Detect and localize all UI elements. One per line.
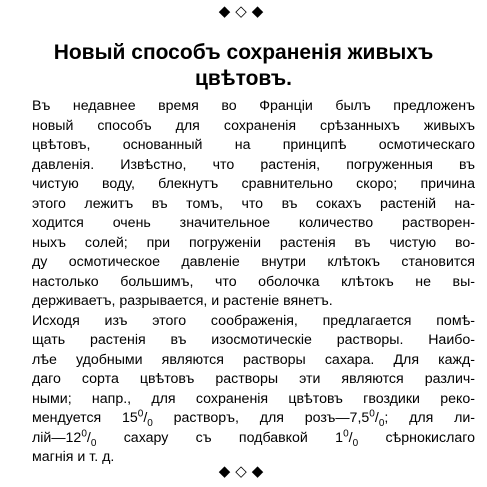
- percent-numerator: 0: [343, 427, 349, 439]
- text-line: Исходя изъ этого соображенія, предлагается помѣ-: [32, 312, 475, 329]
- title-line-2: цвѣтовъ.: [195, 67, 292, 90]
- paragraph-2: [32, 312, 475, 468]
- text-line-percent: [32, 429, 475, 449]
- percent-denominator: 0: [352, 437, 359, 449]
- ornament-top: ◆◇◆: [218, 3, 269, 20]
- text-line: ными; напр., для сохраненія цвѣтовъ гвоздики реко-: [32, 390, 475, 407]
- percent-denominator: 0: [90, 437, 97, 449]
- text-fragment: растворъ, для розъ—7,5: [152, 410, 370, 426]
- percent-slash: /: [348, 429, 353, 446]
- text-line: чистую воду, блекнутъ сравнительно скоро; причина: [32, 176, 475, 192]
- percent-numerator: 0: [81, 427, 87, 439]
- percent-numerator: 0: [137, 408, 144, 420]
- text-fragment: сѣрнокислаго: [358, 429, 475, 446]
- text-line: ходится очень значительное количество растворен-: [32, 215, 475, 231]
- text-fragment: ; для ли-: [384, 410, 475, 426]
- text-line: настолько большимъ, что оболочка клѣтокъ не вы-: [32, 273, 475, 290]
- text-line: даго сорта цвѣтовъ растворы эти являются различ-: [32, 371, 475, 387]
- percent-slash: /: [143, 410, 148, 426]
- text-fragment: лій—12: [32, 429, 82, 446]
- text-line: цвѣтовъ, основанный на принципѣ осмотическаго: [32, 137, 475, 153]
- text-line: держиваетъ, разрывается, и растеніе вянетъ.: [32, 293, 333, 309]
- title-line-1: Новый способъ сохраненія живыхъ: [53, 41, 434, 64]
- paragraph-1: [32, 97, 475, 312]
- text-line-percent: [32, 409, 475, 429]
- text-line: лѣе удобными являются растворы сахара. Для кажд-: [32, 351, 475, 368]
- article-title: [20, 40, 467, 92]
- text-line: щать растенія въ изосмотическіе растворы. Наибо-: [32, 332, 475, 348]
- text-line: магнія и т. д.: [32, 449, 115, 465]
- text-line: новый способъ для сохраненія срѣзанныхъ живыхъ: [32, 117, 475, 134]
- text-line: ду осмотическое давленіе внутри клѣтокъ становится: [32, 254, 475, 270]
- text-line: давленія. Извѣстно, что растенія, погруженныя въ: [32, 156, 475, 173]
- article-body: [32, 97, 475, 468]
- text-line: этого лежитъ въ томъ, что въ сокахъ растеній на-: [32, 195, 475, 212]
- percent-slash: /: [374, 410, 379, 426]
- text-line: ныхъ солей; при погруженіи растенія въ чистую во-: [32, 234, 475, 251]
- text-line: Въ недавнее время во Франціи былъ предложенъ: [32, 98, 475, 114]
- percent-numerator: 0: [369, 408, 375, 420]
- percent-denominator: 0: [147, 417, 153, 429]
- ornament-bottom: ◆◇◆: [218, 463, 269, 480]
- text-fragment: сахару съ подбавкой 1: [96, 429, 344, 446]
- text-fragment: мендуется 15: [32, 410, 138, 426]
- percent-denominator: 0: [378, 417, 385, 429]
- percent-slash: /: [86, 429, 91, 446]
